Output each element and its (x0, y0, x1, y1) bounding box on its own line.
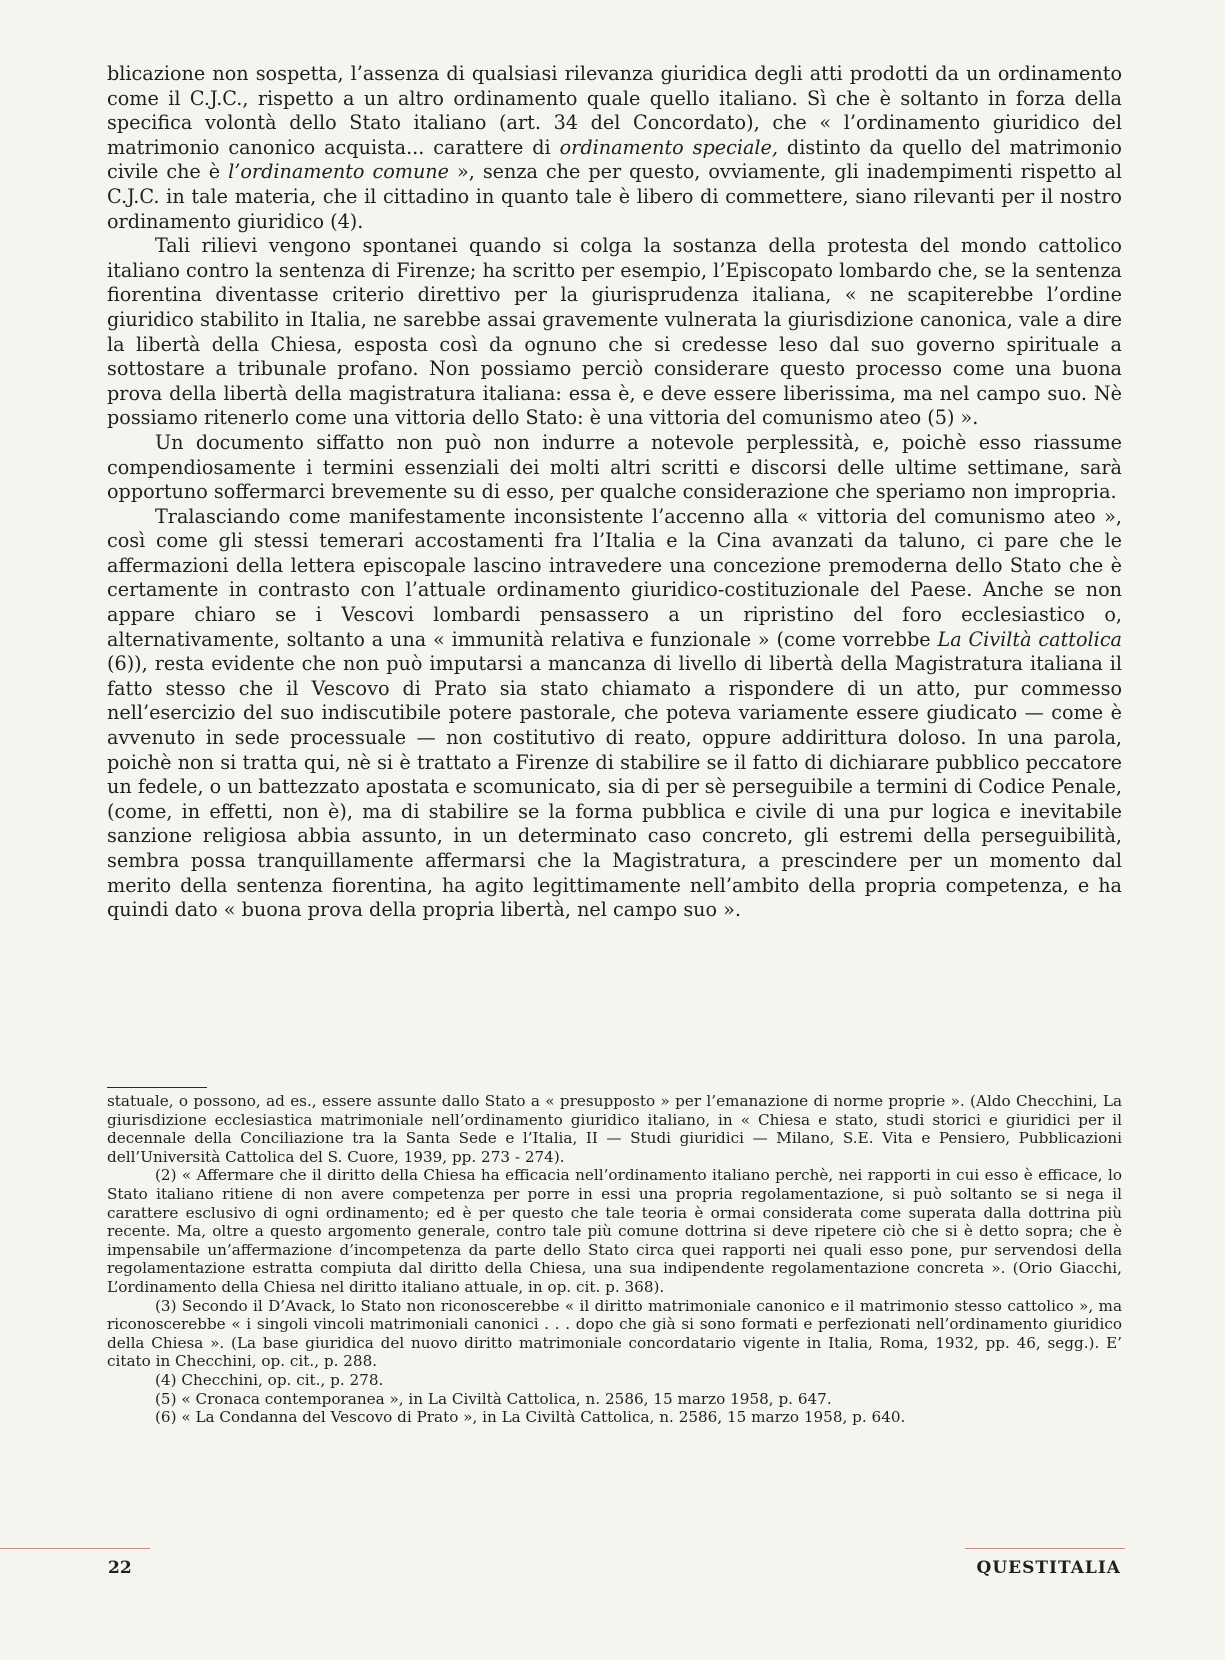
paragraph-1: blicazione non sospetta, l’assenza di qualsiasi rilevanza giuridica degli atti prodotti da un ordinamento come il C.J.C., rispetto a un altro ordinamento quale quello italiano. Sì che è soltanto in forza della specifica volontà dello Stato italiano (art. 34 del Concordato), che « l’ordinamento giuridico del matrimonio canonico acquista... carattere di ordinamento speciale, distinto da quello del matrimonio civile che è l’ordinamento comune », senza che per questo, ovviamente, gli inadempimenti rispetto al C.J.C. in tale materia, che il cittadino in quanto tale è libero di commettere, siano rilevanti per il nostro ordinamento giuridico (4). (107, 62, 1122, 233)
footnote-4: (4) Checchini, op. cit., p. 278. (155, 1370, 384, 1389)
footer-rule-right (965, 1548, 1125, 1549)
footnote-2: (2) « Affermare che il diritto della Chiesa ha efficacia nell’ordinamento italiano perchè, nei rapporti in cui esso è efficace, lo Stato italiano ritiene di non avere competenza per porre in essi una propria regolamentazione, si può soltanto se si nega il carattere esclusivo di ogni ordinamento; ed è per questo che tale teoria è ormai considerata come superata dalla dottrina più recente. Ma, oltre a questo argomento generale, contro tale più comune dottrina si deve ripetere ciò che si è detto sopra; che è impensabile un’affermazione d’incompetenza da parte dello Stato circa quei rapporti nei quali esso pone, pur servendosi della regolamentazione estratta compiuta dal diritto della Chiesa, una sua indipendente regolamentazione concreta ». (Orio Giacchi, L’ordinamento della Chiesa nel diritto italiano attuale, in op. cit. p. 368). (107, 1166, 1122, 1296)
footnote-3: (3) Secondo il D’Avack, lo Stato non riconoscerebbe « il diritto matrimoniale canonico e il matrimonio stesso cattolico », ma riconoscerebbe « i singoli vincoli matrimoniali canonici . . . dopo che già si sono formati e perfezionati nell’ordinamento giuridico della Chiesa ». (La base giuridica del nuovo diritto matrimoniale concordatario vigente in Italia, Roma, 1932, pp. 46, segg.). E’ citato in Checchini, op. cit., p. 288. (107, 1296, 1122, 1371)
footnote-5: (5) « Cronaca contemporanea », in La Civiltà Cattolica, n. 2586, 15 marzo 1958, p. 647. (155, 1389, 832, 1408)
footnotes (107, 1092, 1122, 1427)
page-number: 22 (108, 1558, 132, 1578)
italic-phrase: La Civiltà cattolica (937, 627, 1122, 651)
paragraph-4: Tralasciando come manifestamente inconsistente l’accenno alla « vittoria del comunismo ateo », così come gli stessi temerari accostamenti fra l’Italia e la Cina avanzati da taluno, ci pare che le affermazioni della lettera episcopale lascino intravedere una concezione premoderna dello Stato che è certamente in contrasto con l’attuale ordinamento giuridico-costituzionale del Paese. Anche se non appare chiaro se i Vescovi lombardi pensassero a un ripristino del foro ecclesiastico o, alternativamente, soltanto a una « immunità relativa e funzionale » (come vorrebbe La Civiltà cattolica (6)), resta evidente che non può imputarsi a mancanza di livello di libertà della Magistratura italiana il fatto stesso che il Vescovo di Prato sia stato chiamato a rispondere di un atto, pur commesso nell’esercizio del suo indiscutibile potere pastorale, che poteva variamente essere giudicato — come è avvenuto in sede processuale — non costitutivo di reato, oppure addirittura doloso. In una parola, poichè non si tratta qui, nè si è trattato a Firenze di stabilire se il fatto di dichiarare pubblico peccatore un fedele, o un battezzato apostata e scomunicato, sia di per sè perseguibile a termini di Codice Penale, (come, in effetti, non è), ma di stabilire se la forma pubblica e civile di una pur logica e inevitabile sanzione religiosa abbia assunto, in un determinato caso concreto, gli estremi della perseguibilità, sembra possa tranquillamente affermarsi che la Magistratura, a prescindere per un momento dal merito della sentenza fiorentina, ha agito legittimamente nell’ambito della propria competenza, e ha quindi dato « buona prova della propria libertà, nel campo suo ». (107, 504, 1122, 922)
footer-rule-left (0, 1548, 150, 1549)
paragraph-2: Tali rilievi vengono spontanei quando si colga la sostanza della protesta del mondo cattolico italiano contro la sentenza di Firenze; ha scritto per esempio, l’Episcopato lombardo che, se la sentenza fiorentina diventasse criterio direttivo per la giurisprudenza italiana, « ne scapiterebbe l’ordine giuridico stabilito in Italia, ne sarebbe assai gravemente vulnerata la giurisdizione canonica, vale a dire la libertà della Chiesa, esposta così da ognuno che si credesse leso dal suo governo spirituale a sottostare a tribunale profano. Non possiamo perciò considerare questo processo come una buona prova della libertà della magistratura italiana: essa è, e deve essere liberissima, ma nel campo suo. Nè possiamo ritenerlo come una vittoria dello Stato: è una vittoria del comunismo ateo (5) ». (107, 234, 1122, 430)
footnote-separator (107, 1087, 207, 1088)
footnote-6: (6) « La Condanna del Vescovo di Prato », in La Civiltà Cattolica, n. 2586, 15 marzo 1958, p. 640. (155, 1408, 906, 1427)
paragraph-3: Un documento siffatto non può non indurre a notevole perplessità, e, poichè esso riassume compendiosamente i termini essenziali dei molti altri scritti e discorsi delle ultime settimane, sarà opportuno soffermarci brevemente su di esso, per qualche considerazione che speriamo non impropria. (107, 430, 1122, 504)
italic-phrase: ordinamento speciale, (559, 135, 778, 159)
footnote-1-continued: statuale, o possono, ad es., essere assunte dallo Stato a « presupposto » per l’emanazione di norme proprie ». (Aldo Checchini, La giurisdizione ecclesiastica matrimoniale nell’ordinamento giuridico italiano, in « Chiesa e stato, studi storici e giuridici per il decennale della Conciliazione tra la Santa Sede e l’Italia, II — Studi giuridici — Milano, S.E. Vita e Pensiero, Pubblicazioni dell’Università Cattolica del S. Cuore, 1939, pp. 273 - 274). (107, 1092, 1122, 1166)
italic-phrase: l’ordinamento comune (228, 160, 450, 184)
main-body-text (107, 62, 1122, 923)
publication-name: QUESTITALIA (976, 1558, 1121, 1578)
